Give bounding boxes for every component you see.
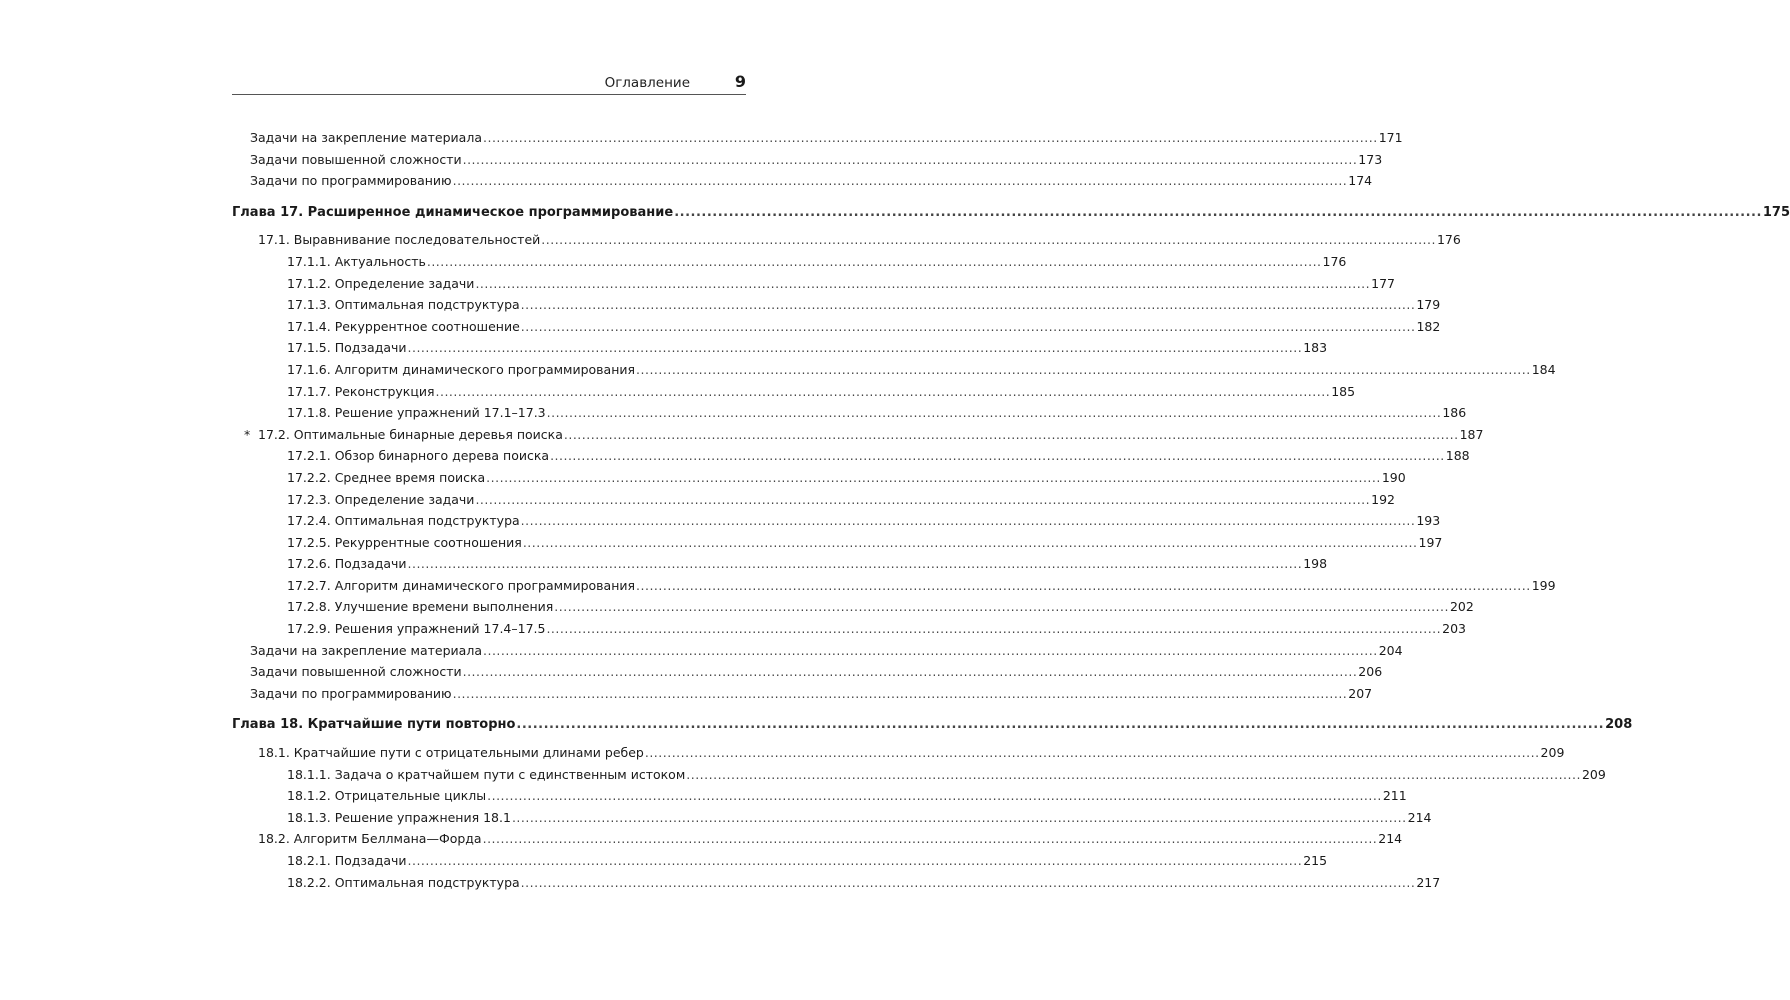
toc-entry-title: 17.1.7. Реконструкция [287,383,435,399]
toc-entry-page: 197 [1418,534,1443,550]
toc-entry-page: 199 [1531,577,1556,593]
toc-entry[interactable] [232,807,1432,829]
toc-entry-page: 171 [1378,130,1403,145]
toc-entry-title: Задачи повышенной сложности [250,664,462,680]
header-title: Оглавление [604,75,690,91]
dot-leader: ........................................................................................................................................................................................................ [462,151,1358,167]
toc-entry-title: 18.1.1. Задача о кратчайшем пути с единственным истоком [287,766,686,782]
dot-leader: ........................................................................................................................................................................................................ [674,204,1762,220]
dot-leader: ........................................................................................................................................................................................................ [686,766,1581,782]
dot-leader: ........................................................................................................................................................................................................ [563,426,1459,442]
toc-entry-title: 17.1.3. Оптимальная подструктура [287,297,520,313]
toc-entry-page: 186 [1442,405,1467,421]
dot-leader: ........................................................................................................................................................................................................ [462,664,1358,680]
toc-chapter-entry[interactable] [232,202,1790,224]
toc-entry-title: 17.2.4. Оптимальная подструктура [287,513,520,529]
toc-entry[interactable] [232,683,1373,705]
toc-entry[interactable] [232,872,1441,894]
toc-entry[interactable] [232,294,1441,316]
toc-entry[interactable] [232,170,1373,192]
toc-entry[interactable] [232,640,1403,662]
toc-entry-title: 17.1.2. Определение задачи [287,275,475,291]
toc-entry[interactable] [232,553,1328,575]
toc-entry-title: 17.2.3. Определение задачи [287,491,475,507]
toc-entry-page: 175 [1762,204,1790,220]
dot-leader: ........................................................................................................................................................................................................ [426,253,1322,269]
toc-entry-title: 17.2.9. Решения упражнений 17.4–17.5 [287,621,546,637]
toc-entry[interactable] [232,764,1606,786]
toc-entry-title: 18.1. Кратчайшие пути с отрицательными длинами ребер [258,745,644,761]
dot-leader: ........................................................................................................................................................................................................ [541,232,1436,248]
toc-entry-page: 211 [1382,788,1407,804]
toc-entry[interactable] [232,532,1443,554]
toc-entry-page: 179 [1416,297,1441,313]
dot-leader: ........................................................................................................................................................................................................ [522,534,1418,550]
toc-entry-title: Задачи на закрепление материала [250,642,482,658]
toc-entry[interactable] [232,828,1403,850]
toc-entry[interactable] [232,489,1395,511]
toc-entry[interactable] [232,316,1441,338]
toc-entry-page: 209 [1581,766,1606,782]
toc-entry[interactable] [232,510,1441,532]
toc-entry-title: Глава 17. Расширенное динамическое программирование [232,204,674,220]
toc-entry-page: 206 [1358,664,1383,680]
toc-entry-page: 187 [1459,426,1484,442]
dot-leader: ........................................................................................................................................................................................................ [452,685,1348,701]
toc-entry[interactable] [232,337,1328,359]
toc-entry-page: 177 [1371,275,1395,291]
toc-entry-page: 185 [1331,383,1356,399]
toc-entry-page: 183 [1303,340,1328,356]
toc-entry-title: 18.1.2. Отрицательные циклы [287,788,487,804]
toc-entry-title: 17.2.5. Рекуррентные соотношения [287,534,522,550]
toc-entry-page: 198 [1303,556,1328,572]
toc-entry-title: 18.2.2. Оптимальная подструктура [287,874,520,890]
dot-leader: ........................................................................................................................................................................................................ [636,361,1531,377]
toc-entry[interactable] [232,402,1467,424]
toc-entry[interactable] [232,127,1403,149]
toc-chapter-entry[interactable] [232,714,1633,736]
toc-entry[interactable] [232,785,1407,807]
toc-entry[interactable] [232,850,1328,872]
running-header [232,72,746,95]
toc-entry-page: 173 [1358,151,1383,167]
toc-entry[interactable] [232,575,1556,597]
toc-entry[interactable] [232,149,1383,171]
dot-leader: ........................................................................................................................................................................................................ [475,275,1371,291]
toc-entry-title: 18.1.3. Решение упражнения 18.1 [287,809,511,825]
toc-entry-page: 217 [1416,874,1441,890]
toc-entry-title: 17.2. Оптимальные бинарные деревья поиска [258,426,563,442]
toc-entry-title: 17.1. Выравнивание последовательностей [258,232,541,248]
toc-entry-title: 17.1.8. Решение упражнений 17.1–17.3 [287,405,546,421]
toc-entry-title: 17.2.7. Алгоритм динамического программирования [287,577,636,593]
dot-leader: ........................................................................................................................................................................................................ [636,577,1531,593]
toc-entry-page: 214 [1378,831,1403,847]
toc-entry-page: 176 [1436,232,1461,248]
toc-entry[interactable] [232,424,1484,446]
dot-leader: ........................................................................................................................................................................................................ [644,745,1540,761]
dot-leader: ........................................................................................................................................................................................................ [483,642,1378,658]
dot-leader: ........................................................................................................................................................................................................ [511,809,1407,825]
dot-leader: ........................................................................................................................................................................................................ [483,130,1378,145]
dot-leader: ........................................................................................................................................................................................................ [435,383,1331,399]
dot-leader: ........................................................................................................................................................................................................ [452,173,1348,189]
dot-leader: ........................................................................................................................................................................................................ [407,853,1303,868]
toc-entry-page: 204 [1378,642,1403,658]
toc-entry[interactable] [232,359,1556,381]
toc-entry-page: 188 [1445,448,1470,464]
toc-entry-title: 18.2. Алгоритм Беллмана—Форда [258,831,482,847]
toc-entry-title: 17.2.8. Улучшение времени выполнения [287,599,554,615]
toc-entry-page: 202 [1449,599,1474,615]
toc-entry-title: 17.2.2. Среднее время поиска [287,469,486,485]
toc-entry-page: 208 [1605,717,1633,733]
toc-entry-title: Задачи по программированию [250,685,452,701]
dot-leader: ........................................................................................................................................................................................................ [407,556,1303,572]
toc-entry-page: 193 [1416,513,1441,529]
dot-leader: ........................................................................................................................................................................................................ [516,717,1605,733]
toc-entry-title: 17.2.6. Подзадачи [287,556,407,572]
dot-leader: ........................................................................................................................................................................................................ [482,831,1378,847]
dot-leader: ........................................................................................................................................................................................................ [407,340,1303,356]
toc-entry-title: 17.1.6. Алгоритм динамического программирования [287,361,636,377]
toc-entry[interactable] [232,273,1395,295]
toc-entry-page: 214 [1407,809,1432,825]
toc-entry-title: Задачи на закрепление материала [250,130,482,145]
toc-entry[interactable] [232,381,1356,403]
toc-entry-title: Глава 18. Кратчайшие пути повторно [232,717,516,733]
toc-entry[interactable] [232,445,1470,467]
toc-entry-page: 174 [1348,173,1373,189]
toc-entry-page: 215 [1303,853,1328,868]
toc-entry-title: 17.1.4. Рекуррентное соотношение [287,318,520,334]
toc-entry-title: 18.2.1. Подзадачи [287,853,407,868]
toc-entry-title: Задачи повышенной сложности [250,151,462,167]
dot-leader: ........................................................................................................................................................................................................ [546,621,1442,637]
toc-entry[interactable] [232,596,1474,618]
toc-entry-page: 182 [1416,318,1441,334]
dot-leader: ........................................................................................................................................................................................................ [554,599,1449,615]
dot-leader: ........................................................................................................................................................................................................ [475,491,1371,507]
toc-entry[interactable] [232,251,1347,273]
toc-entry-title: 17.1.5. Подзадачи [287,340,407,356]
toc-entry-page: 207 [1348,685,1373,701]
toc-entry[interactable] [232,618,1466,640]
toc-entry[interactable] [232,467,1406,489]
toc-entry-page: 209 [1540,745,1565,761]
dot-leader: ........................................................................................................................................................................................................ [487,788,1382,804]
table-of-contents [232,127,1790,893]
toc-entry-marker: * [244,426,251,442]
dot-leader: ........................................................................................................................................................................................................ [520,318,1416,334]
toc-entry[interactable] [232,661,1383,683]
dot-leader: ........................................................................................................................................................................................................ [520,297,1416,313]
dot-leader: ........................................................................................................................................................................................................ [486,469,1381,485]
dot-leader: ........................................................................................................................................................................................................ [520,513,1416,529]
page-number: 9 [734,72,746,91]
dot-leader: ........................................................................................................................................................................................................ [520,874,1416,890]
toc-entry-page: 203 [1442,621,1466,637]
toc-entry-title: Задачи по программированию [250,173,452,189]
dot-leader: ........................................................................................................................................................................................................ [546,405,1442,421]
dot-leader: ........................................................................................................................................................................................................ [550,448,1445,464]
toc-entry[interactable] [232,229,1461,251]
toc-entry-title: 17.2.1. Обзор бинарного дерева поиска [287,448,550,464]
toc-entry-page: 190 [1381,469,1406,485]
toc-entry-page: 192 [1371,491,1395,507]
toc-entry-page: 176 [1322,253,1347,269]
toc-entry[interactable] [232,742,1565,764]
toc-entry-page: 184 [1531,361,1556,377]
toc-entry-title: 17.1.1. Актуальность [287,253,426,269]
